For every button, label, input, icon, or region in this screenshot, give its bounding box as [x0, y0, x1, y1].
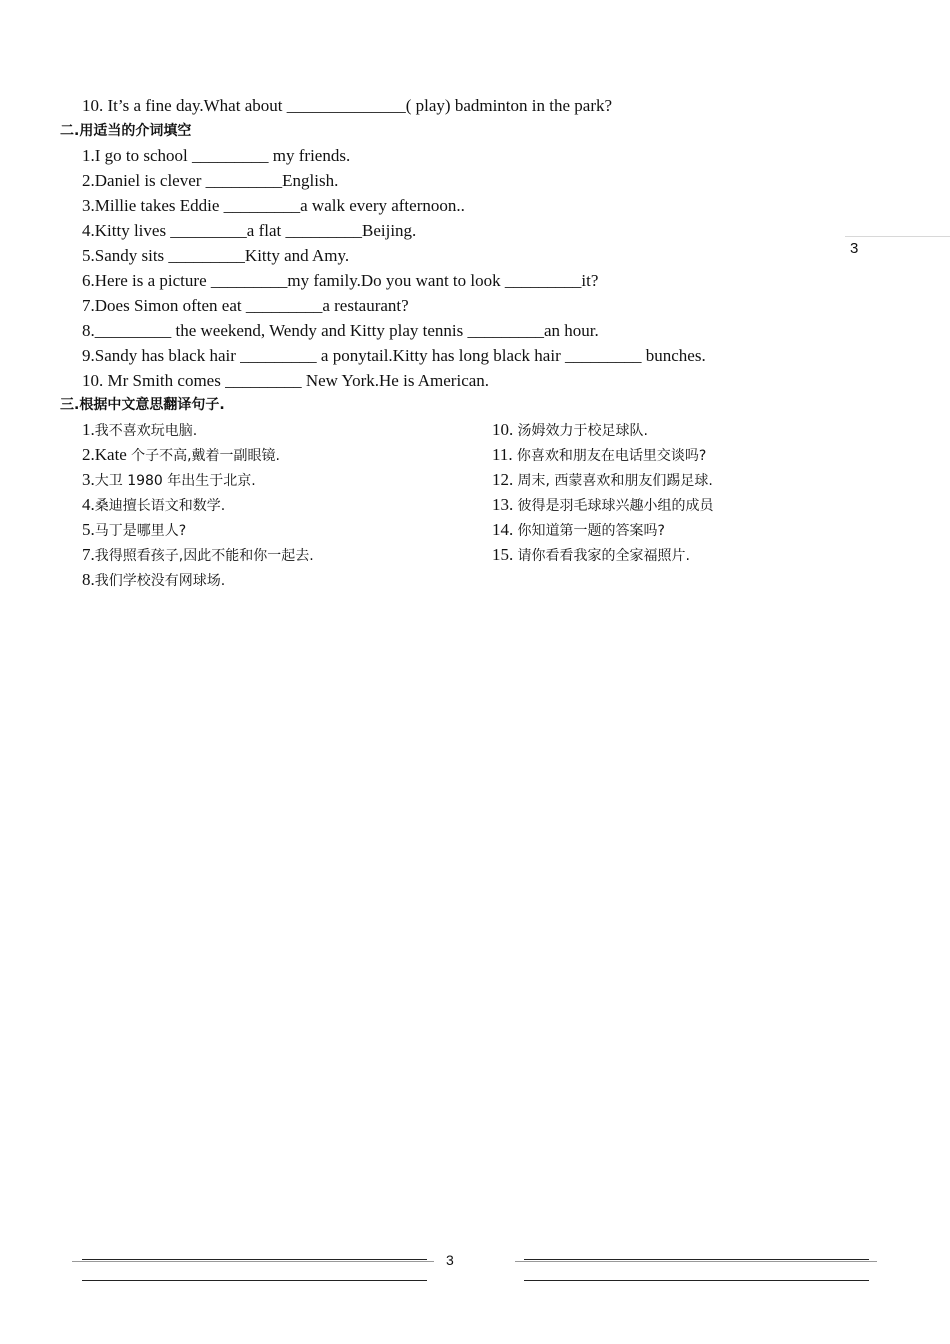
translate-item-num: 4. — [82, 495, 95, 514]
translate-item-12 — [492, 470, 713, 491]
translate-item-text: 你知道第一题的答案吗? — [517, 523, 665, 539]
side-divider — [845, 236, 950, 237]
translate-item-num: 13. — [492, 495, 518, 514]
translate-item-text: 马丁是哪里人? — [94, 523, 187, 539]
translate-item-num: 12. — [492, 470, 518, 489]
translate-item-7 — [82, 545, 314, 566]
section-2-item-10: 10. Mr Smith comes _________ New York.He is American. — [82, 371, 490, 390]
footer-rule-right-bottom — [524, 1280, 869, 1281]
translate-item-num: 10. — [492, 420, 518, 439]
translate-item-text: 我们学校没有网球场. — [94, 573, 226, 589]
translate-item-text: 我不喜欢玩电脑. — [94, 423, 198, 439]
section-2-item-6: 6.Here is a picture _________my family.Do you want to look _________it? — [82, 271, 599, 290]
translate-item-num: 8. — [82, 570, 95, 589]
translate-item-num: 5. — [82, 520, 95, 539]
footer-page-number: 3 — [446, 1252, 454, 1268]
translate-item-2 — [82, 445, 280, 466]
translate-item-4 — [82, 495, 225, 516]
translate-item-text: 周末, 西蒙喜欢和朋友们踢足球. — [517, 473, 713, 489]
section-2-item-9: 9.Sandy has black hair _________ a ponytail.Kitty has long black hair _________ bunches. — [82, 346, 706, 365]
translate-item-10 — [492, 420, 648, 441]
translate-item-text: 汤姆效力于校足球队. — [517, 423, 648, 439]
section-2-item-2: 2.Daniel is clever _________English. — [82, 171, 339, 190]
translate-item-5 — [82, 520, 186, 541]
footer-rule-right-top — [524, 1259, 869, 1260]
translate-item-num: 15. — [492, 545, 518, 564]
footer-rule-left-bottom — [82, 1280, 427, 1281]
section-2-item-3: 3.Millie takes Eddie _________a walk every afternoon.. — [82, 196, 465, 215]
translate-item-15 — [492, 545, 690, 566]
section-3-heading: 三.根据中文意思翻译句子. — [60, 397, 225, 413]
footer-rule-left-top — [82, 1259, 427, 1260]
translate-item-8 — [82, 570, 225, 591]
section-2-heading: 二.用适当的介词填空 — [60, 123, 192, 139]
translate-item-13 — [492, 495, 714, 516]
translate-item-num: 11. — [492, 445, 517, 464]
footer-rule-right-grey — [515, 1261, 877, 1262]
translate-item-1 — [82, 420, 197, 441]
translate-item-3 — [82, 470, 256, 491]
section-2-item-5: 5.Sandy sits _________Kitty and Amy. — [82, 246, 350, 265]
translate-item-num: 3. — [82, 470, 95, 489]
section-2-item-8: 8._________ the weekend, Wendy and Kitty play tennis _________an hour. — [82, 321, 599, 340]
translate-item-14 — [492, 520, 665, 541]
translate-item-num: 14. — [492, 520, 518, 539]
section-2-item-7: 7.Does Simon often eat _________a restaurant? — [82, 296, 409, 315]
translate-item-text: 个子不高,戴着一副眼镜. — [131, 448, 280, 464]
translate-item-text: 请你看看我家的全家福照片. — [517, 548, 690, 564]
translate-item-num: 7. — [82, 545, 95, 564]
footer-rule-left-grey — [72, 1261, 434, 1262]
translate-item-num: 2.Kate — [82, 445, 132, 464]
translate-item-text: 你喜欢和朋友在电话里交谈吗? — [516, 448, 707, 464]
translate-item-text: 桑迪擅长语文和数学. — [94, 498, 226, 514]
question-1-10: 10. It’s a fine day.What about ______________( play) badminton in the park? — [82, 96, 613, 115]
translate-item-text: 我得照看孩子,因此不能和你一起去. — [94, 548, 314, 564]
translate-item-text: 大卫 1980 年出生于北京. — [94, 473, 256, 489]
section-2-item-1: 1.I go to school _________ my friends. — [82, 146, 351, 165]
translate-item-text: 彼得是羽毛球球兴趣小组的成员 — [517, 498, 714, 514]
translate-item-11 — [492, 445, 706, 466]
translate-item-num: 1. — [82, 420, 95, 439]
section-2-item-4: 4.Kitty lives _________a flat _________Beijing. — [82, 221, 417, 240]
side-page-number: 3 — [850, 240, 859, 257]
